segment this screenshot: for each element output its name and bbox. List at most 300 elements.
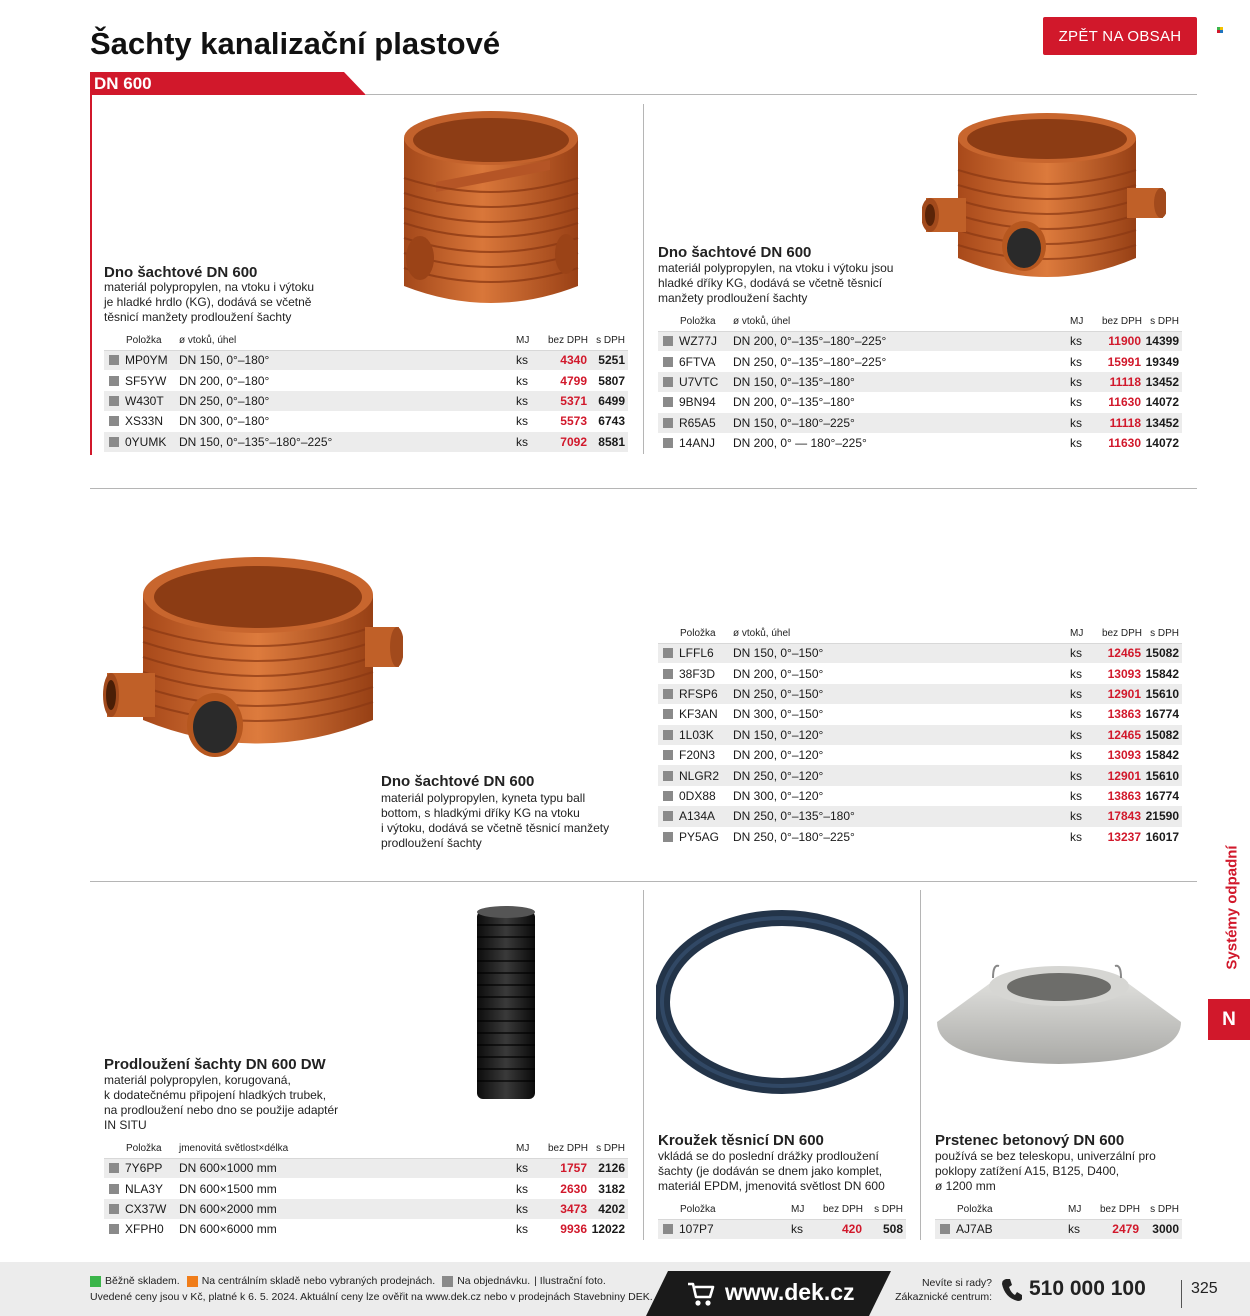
price-table xyxy=(935,1201,1182,1239)
item-code: F20N3 xyxy=(679,748,716,763)
price-with-vat: 8581 xyxy=(591,432,628,452)
item-spec: DN 250, 0°–180°–225° xyxy=(733,829,855,844)
item-unit: ks xyxy=(1070,413,1094,433)
divider xyxy=(920,890,921,1240)
website-link[interactable]: www.dek.cz xyxy=(725,1279,855,1305)
stock-status-icon xyxy=(109,437,119,447)
item-spec: DN 250, 0°–135°–180° xyxy=(733,806,1070,826)
item-code: LFFL6 xyxy=(679,646,714,661)
item-code: 107P7 xyxy=(679,1222,714,1237)
item-unit: ks xyxy=(1070,765,1094,785)
stock-status-icon xyxy=(109,376,119,386)
legend-label: Na objednávku. xyxy=(457,1275,531,1287)
price-without-vat: 4340 xyxy=(540,350,591,370)
item-spec: DN 250, 0°–135°–180°–225° xyxy=(733,354,887,369)
table-row xyxy=(658,372,1182,392)
back-to-contents-button[interactable]: ZPĚT NA OBSAH xyxy=(1043,17,1197,55)
price-with-vat: 14072 xyxy=(1145,436,1179,451)
item-code: 14ANJ xyxy=(679,436,716,451)
price-with-vat: 19349 xyxy=(1145,354,1179,369)
stock-status-icon xyxy=(940,1224,950,1234)
item-code: RFSP6 xyxy=(679,686,718,701)
price-without-vat: 13093 xyxy=(1107,748,1141,763)
column-header-s-dph: s DPH xyxy=(866,1201,906,1219)
product-description xyxy=(935,1149,1156,1194)
stock-status-icon xyxy=(663,791,673,801)
item-code-cell xyxy=(104,411,179,431)
item-code-cell xyxy=(658,1219,791,1239)
item-unit: ks xyxy=(516,1199,540,1219)
price-without-vat: 17843 xyxy=(1094,806,1145,826)
item-code: XS33N xyxy=(125,414,164,429)
stock-status-icon xyxy=(663,357,673,367)
column-header-item: Položka xyxy=(104,1140,179,1158)
price-with-vat: 15842 xyxy=(1145,748,1179,763)
description-line: těsnicí manžety prodloužení šachty xyxy=(104,310,292,324)
price-with-vat: 15082 xyxy=(1145,643,1182,663)
item-spec: DN 600×6000 mm xyxy=(179,1222,277,1237)
table-row xyxy=(104,391,628,411)
price-with-vat: 21590 xyxy=(1145,806,1182,826)
description-line: materiál polypropylen, kyneta typu ball xyxy=(381,791,586,805)
price-without-vat: 13237 xyxy=(1107,829,1141,844)
item-spec: DN 150, 0°–180°–225° xyxy=(733,413,1070,433)
item-unit: ks xyxy=(516,391,540,411)
table-row xyxy=(658,643,1182,663)
price-without-vat: 12465 xyxy=(1094,725,1145,745)
item-code-cell xyxy=(104,370,179,390)
page-title: Šachty kanalizační plastové xyxy=(90,26,501,61)
manhole-base-image xyxy=(400,108,582,313)
column-header-s-dph: s DPH xyxy=(591,1140,628,1158)
product-description xyxy=(658,261,893,306)
stock-status-icon xyxy=(109,1184,119,1194)
table-row xyxy=(935,1219,1182,1239)
column-header-bez-dph: bez DPH xyxy=(540,1140,591,1158)
stock-status-icon xyxy=(109,396,119,406)
stock-status-icon xyxy=(663,709,673,719)
sealing-ring-image xyxy=(656,910,908,1095)
column-header-mj: MJ xyxy=(516,1140,540,1158)
item-code: WZ77J xyxy=(679,334,718,349)
price-table xyxy=(104,332,628,452)
item-code-cell xyxy=(104,1199,179,1219)
item-code: CX37W xyxy=(125,1201,167,1216)
price-without-vat: 11900 xyxy=(1094,331,1145,351)
description-line: používá se bez teleskopu, univerzální pro xyxy=(935,1149,1156,1163)
stock-status-icon xyxy=(663,771,673,781)
price-with-vat: 15842 xyxy=(1145,666,1179,681)
item-spec: DN 150, 0°–135°–180° xyxy=(733,372,1070,392)
column-header-bez-dph: bez DPH xyxy=(1092,1201,1143,1219)
price-with-vat: 15610 xyxy=(1145,765,1182,785)
stock-status-icon xyxy=(663,648,673,658)
product-title: Prodloužení šachty DN 600 DW xyxy=(104,1056,326,1073)
table-row xyxy=(658,392,1182,412)
table-row xyxy=(104,432,628,452)
price-without-vat: 1757 xyxy=(540,1158,591,1178)
column-header-s-dph: s DPH xyxy=(1145,313,1182,331)
item-code: XFPH0 xyxy=(125,1222,164,1237)
item-code-cell xyxy=(658,827,733,847)
price-with-vat: 16774 xyxy=(1145,707,1179,722)
price-without-vat: 4799 xyxy=(560,373,587,388)
price-without-vat: 7092 xyxy=(540,432,591,452)
product-description xyxy=(104,280,314,325)
column-header-mj: MJ xyxy=(1070,625,1094,643)
price-without-vat: 12901 xyxy=(1094,684,1145,704)
item-spec: DN 200, 0°–120° xyxy=(733,748,824,763)
price-with-vat: 12022 xyxy=(591,1222,625,1237)
phone-icon xyxy=(1001,1278,1023,1302)
item-code-cell xyxy=(658,765,733,785)
column-header-item: Položka xyxy=(104,332,179,350)
stock-status-icon xyxy=(663,418,673,428)
column-header-item: Položka xyxy=(658,1201,791,1219)
table-row xyxy=(104,1199,628,1219)
table-row xyxy=(658,827,1182,847)
item-code-cell xyxy=(658,684,733,704)
table-row xyxy=(658,684,1182,704)
description-line: materiál polypropylen, na vtoku i výtoku xyxy=(104,280,315,294)
product-description xyxy=(381,791,609,851)
price-without-vat: 13863 xyxy=(1107,707,1141,722)
item-spec: DN 150, 0°–135°–180°–225° xyxy=(179,432,516,452)
stock-legend xyxy=(90,1275,606,1287)
legend-label: Na centrálním skladě nebo vybraných prodejnách. xyxy=(201,1275,436,1287)
product-title: Kroužek těsnicí DN 600 xyxy=(658,1132,824,1149)
item-unit: ks xyxy=(1070,331,1094,351)
item-unit: ks xyxy=(1070,788,1082,803)
page-number: 325 xyxy=(1191,1280,1218,1297)
section-marker xyxy=(90,95,92,455)
item-unit: ks xyxy=(516,432,540,452)
divider xyxy=(1181,1280,1182,1308)
price-without-vat: 11118 xyxy=(1094,372,1145,392)
table-row xyxy=(658,663,1182,683)
section-rule xyxy=(366,94,1197,95)
description-line: prodloužení šachty xyxy=(381,836,482,850)
stock-status-icon xyxy=(109,416,119,426)
table-row xyxy=(658,745,1182,765)
price-with-vat: 6743 xyxy=(598,414,625,429)
price-without-vat: 12465 xyxy=(1094,643,1145,663)
price-without-vat: 15991 xyxy=(1107,354,1141,369)
description-line: poklopy zatížení A15, B125, D400, xyxy=(935,1164,1120,1178)
item-unit: ks xyxy=(1070,643,1094,663)
column-header-desc: jmenovitá světlost×délka xyxy=(179,1140,516,1158)
stock-status-icon xyxy=(663,750,673,760)
column-header-mj: MJ xyxy=(1068,1201,1092,1219)
item-unit: ks xyxy=(1070,748,1082,763)
price-with-vat: 14399 xyxy=(1145,331,1182,351)
item-code: 0YUMK xyxy=(125,434,167,449)
stock-status-icon xyxy=(663,397,673,407)
column-header-bez-dph: bez DPH xyxy=(540,332,591,350)
price-without-vat: 2630 xyxy=(560,1181,587,1196)
item-code: NLA3Y xyxy=(125,1181,164,1196)
description-line: je hladké hrdlo (KG), dodává se včetně xyxy=(104,295,312,309)
legend-label: Běžně skladem. xyxy=(105,1275,180,1287)
column-header-mj: MJ xyxy=(791,1201,815,1219)
concrete-ring-image xyxy=(933,962,1185,1074)
item-unit: ks xyxy=(1070,725,1094,745)
price-with-vat: 13452 xyxy=(1145,413,1182,433)
item-code-cell xyxy=(658,725,733,745)
product-title: Dno šachtové DN 600 xyxy=(381,773,535,790)
stock-status-icon xyxy=(109,355,119,365)
product-description xyxy=(658,1149,885,1194)
description-line: materiál polypropylen, na vtoku i výtoku jsou xyxy=(658,261,894,275)
item-code: 7Y6PP xyxy=(125,1161,163,1176)
price-with-vat: 15610 xyxy=(1145,684,1182,704)
table-row xyxy=(104,350,628,370)
table-row xyxy=(104,1158,628,1178)
column-header-desc: ø vtoků, úhel xyxy=(733,313,1070,331)
advice-line: Nevíte si rady? xyxy=(921,1277,992,1289)
stock-status-icon xyxy=(663,730,673,740)
item-code-cell xyxy=(658,372,733,392)
description-line: IN SITU xyxy=(104,1118,147,1132)
side-category-label xyxy=(1222,835,1242,980)
item-unit: ks xyxy=(516,373,528,388)
price-with-vat: 5807 xyxy=(598,373,625,388)
item-unit: ks xyxy=(1070,372,1094,392)
price-table xyxy=(658,625,1182,847)
price-table xyxy=(658,1201,906,1239)
item-code-cell xyxy=(104,1158,179,1178)
manhole-base-with-stubs-image xyxy=(922,108,1166,293)
stock-green-icon xyxy=(90,1276,101,1287)
item-unit: ks xyxy=(1070,707,1082,722)
item-spec: DN 200, 0°–180° xyxy=(179,373,270,388)
item-unit: ks xyxy=(1070,806,1094,826)
item-code-cell xyxy=(935,1219,1068,1239)
item-code-cell xyxy=(658,806,733,826)
item-code-cell xyxy=(658,413,733,433)
item-code: 9BN94 xyxy=(679,395,716,410)
item-spec: DN 150, 0°–180° xyxy=(179,350,516,370)
phone-number[interactable]: 510 000 100 xyxy=(1029,1277,1146,1300)
item-code: 38F3D xyxy=(679,666,716,681)
stock-status-icon xyxy=(663,669,673,679)
item-code: PY5AG xyxy=(679,829,720,844)
description-line: na prodloužení nebo dno se použije adaptér xyxy=(104,1103,339,1117)
table-row xyxy=(658,786,1182,806)
item-code-cell xyxy=(658,643,733,663)
description-line: hladké dříky KG, dodává se včetně těsnicí xyxy=(658,276,883,290)
item-spec: DN 200, 0°–135°–180°–225° xyxy=(733,331,1070,351)
table-row xyxy=(658,1219,906,1239)
price-with-vat: 3000 xyxy=(1143,1219,1182,1239)
column-header-s-dph: s DPH xyxy=(1143,1201,1182,1219)
column-header-bez-dph: bez DPH xyxy=(1094,625,1145,643)
corrugated-pipe-image xyxy=(474,905,538,1105)
item-code: 1L03K xyxy=(679,727,714,742)
description-line: manžety prodloužení šachty xyxy=(658,291,808,305)
item-code-cell xyxy=(104,1178,179,1198)
table-row xyxy=(104,370,628,390)
table-row xyxy=(658,413,1182,433)
item-unit: ks xyxy=(516,414,528,429)
item-code: 0DX88 xyxy=(679,788,716,803)
stock-status-icon xyxy=(109,1224,119,1234)
price-without-vat: 11630 xyxy=(1108,436,1141,451)
item-code-cell xyxy=(658,663,733,683)
item-code: U7VTC xyxy=(679,374,719,389)
description-line: ø 1200 mm xyxy=(935,1179,996,1193)
item-spec: DN 150, 0°–150° xyxy=(733,643,1070,663)
price-with-vat: 5251 xyxy=(591,350,628,370)
price-without-vat: 9936 xyxy=(560,1222,587,1237)
price-with-vat: 2126 xyxy=(591,1158,628,1178)
price-with-vat: 3182 xyxy=(598,1181,625,1196)
item-spec: DN 300, 0°–120° xyxy=(733,788,824,803)
product-title: Dno šachtové DN 600 xyxy=(104,264,258,281)
price-without-vat: 2479 xyxy=(1092,1219,1143,1239)
column-header-bez-dph: bez DPH xyxy=(1094,313,1145,331)
item-code: AJ7AB xyxy=(956,1222,993,1237)
column-header-bez-dph: bez DPH xyxy=(815,1201,866,1219)
product-title: Prstenec betonový DN 600 xyxy=(935,1132,1125,1149)
item-code-cell xyxy=(658,786,733,806)
price-with-vat: 13452 xyxy=(1145,372,1182,392)
item-spec: DN 600×1000 mm xyxy=(179,1158,516,1178)
description-line: k dodatečnému připojení hladkých trubek, xyxy=(104,1088,327,1102)
description-line: bottom, s hladkými dříky KG na vtoku xyxy=(381,806,580,820)
price-with-vat: 4202 xyxy=(591,1199,628,1219)
item-spec: DN 250, 0°–150° xyxy=(733,684,1070,704)
column-header-mj: MJ xyxy=(1070,313,1094,331)
item-unit: ks xyxy=(1068,1219,1092,1239)
column-header-s-dph: s DPH xyxy=(591,332,628,350)
product-description xyxy=(104,1073,338,1133)
item-spec: DN 200, 0°–135°–180° xyxy=(733,395,855,410)
item-spec: DN 250, 0°–120° xyxy=(733,765,1070,785)
table-row xyxy=(104,411,628,431)
table-row xyxy=(104,1219,628,1239)
customer-center-label xyxy=(894,1276,992,1304)
item-spec: DN 250, 0°–180° xyxy=(179,391,516,411)
item-code: KF3AN xyxy=(679,707,718,722)
table-row xyxy=(658,704,1182,724)
item-unit: ks xyxy=(516,1181,528,1196)
item-unit: ks xyxy=(1070,395,1082,410)
price-with-vat: 16774 xyxy=(1145,788,1179,803)
corner-mark-icon xyxy=(1217,27,1227,33)
item-code-cell xyxy=(658,745,733,765)
price-with-vat: 15082 xyxy=(1145,725,1182,745)
table-row xyxy=(658,765,1182,785)
price-without-vat: 420 xyxy=(815,1219,866,1239)
price-with-vat: 508 xyxy=(866,1219,906,1239)
description-line: i výtoku, dodává se včetně těsnicí manžety xyxy=(381,821,610,835)
stock-orange-icon xyxy=(187,1276,198,1287)
stock-status-icon xyxy=(663,438,673,448)
item-code-cell xyxy=(104,1219,179,1239)
table-row xyxy=(658,725,1182,745)
item-unit: ks xyxy=(1070,354,1082,369)
item-code-cell xyxy=(658,351,733,371)
item-unit: ks xyxy=(516,1158,540,1178)
price-with-vat: 16017 xyxy=(1145,829,1179,844)
item-spec: DN 150, 0°–120° xyxy=(733,725,1070,745)
stock-status-icon xyxy=(663,689,673,699)
item-unit: ks xyxy=(1070,829,1082,844)
table-row xyxy=(658,351,1182,371)
ball-bottom-base-image xyxy=(103,545,403,770)
table-row xyxy=(658,433,1182,453)
column-header-item: Položka xyxy=(658,625,733,643)
item-unit: ks xyxy=(516,1222,528,1237)
divider xyxy=(643,104,644,454)
table-row xyxy=(104,1178,628,1198)
item-unit: ks xyxy=(791,1219,815,1239)
item-code-cell xyxy=(104,432,179,452)
item-code-cell xyxy=(658,331,733,351)
price-validity-note: Uvedené ceny jsou v Kč, platné k 6. 5. 2024. Aktuální ceny lze ověřit na www.dek.cz nebo v prodejnách Stavebniny DEK. xyxy=(90,1291,653,1303)
stock-status-icon xyxy=(109,1163,119,1173)
stock-gray-icon xyxy=(442,1276,453,1287)
price-with-vat: 6499 xyxy=(591,391,628,411)
item-code: A134A xyxy=(679,809,716,824)
item-code-cell xyxy=(104,391,179,411)
item-unit: ks xyxy=(1070,436,1082,451)
item-code: 6FTVA xyxy=(679,354,716,369)
section-bar xyxy=(90,72,366,95)
advice-line: Zákaznické centrum: xyxy=(895,1291,992,1303)
column-header-item: Položka xyxy=(658,313,733,331)
item-code: MP0YM xyxy=(125,353,168,368)
item-code: NLGR2 xyxy=(679,768,720,783)
price-without-vat: 3473 xyxy=(540,1199,591,1219)
divider xyxy=(90,488,1197,489)
item-code: R65A5 xyxy=(679,415,716,430)
divider xyxy=(643,890,644,1240)
description-line: šachty (je dodáván se dnem jako komplet, xyxy=(658,1164,883,1178)
item-code-cell xyxy=(104,350,179,370)
price-without-vat: 12901 xyxy=(1094,765,1145,785)
stock-status-icon xyxy=(663,811,673,821)
item-spec: DN 200, 0° — 180°–225° xyxy=(733,436,867,451)
stock-status-icon xyxy=(109,1204,119,1214)
price-with-vat: 14072 xyxy=(1145,395,1179,410)
item-spec: DN 600×1500 mm xyxy=(179,1181,277,1196)
price-table xyxy=(104,1140,628,1240)
column-header-s-dph: s DPH xyxy=(1145,625,1182,643)
price-without-vat: 13863 xyxy=(1107,788,1141,803)
item-unit: ks xyxy=(516,350,540,370)
divider xyxy=(90,881,1197,882)
price-without-vat: 11118 xyxy=(1094,413,1145,433)
price-without-vat: 11630 xyxy=(1108,395,1141,410)
table-row xyxy=(658,331,1182,351)
side-category-text: Systémy odpadní xyxy=(1223,845,1241,970)
price-without-vat: 5371 xyxy=(540,391,591,411)
stock-status-icon xyxy=(663,377,673,387)
stock-status-icon xyxy=(663,336,673,346)
description-line: materiál EPDM, jmenovitá světlost DN 600 xyxy=(658,1179,885,1193)
description-line: vkládá se do poslední drážky prodloužení xyxy=(658,1149,879,1163)
stock-status-icon xyxy=(663,1224,673,1234)
cart-icon xyxy=(687,1281,715,1307)
product-title: Dno šachtové DN 600 xyxy=(658,244,812,261)
side-letter-tab: N xyxy=(1208,999,1250,1040)
column-header-desc: ø vtoků, úhel xyxy=(179,332,516,350)
description-line: materiál polypropylen, korugovaná, xyxy=(104,1073,291,1087)
table-row xyxy=(658,806,1182,826)
price-without-vat: 5573 xyxy=(560,414,587,429)
